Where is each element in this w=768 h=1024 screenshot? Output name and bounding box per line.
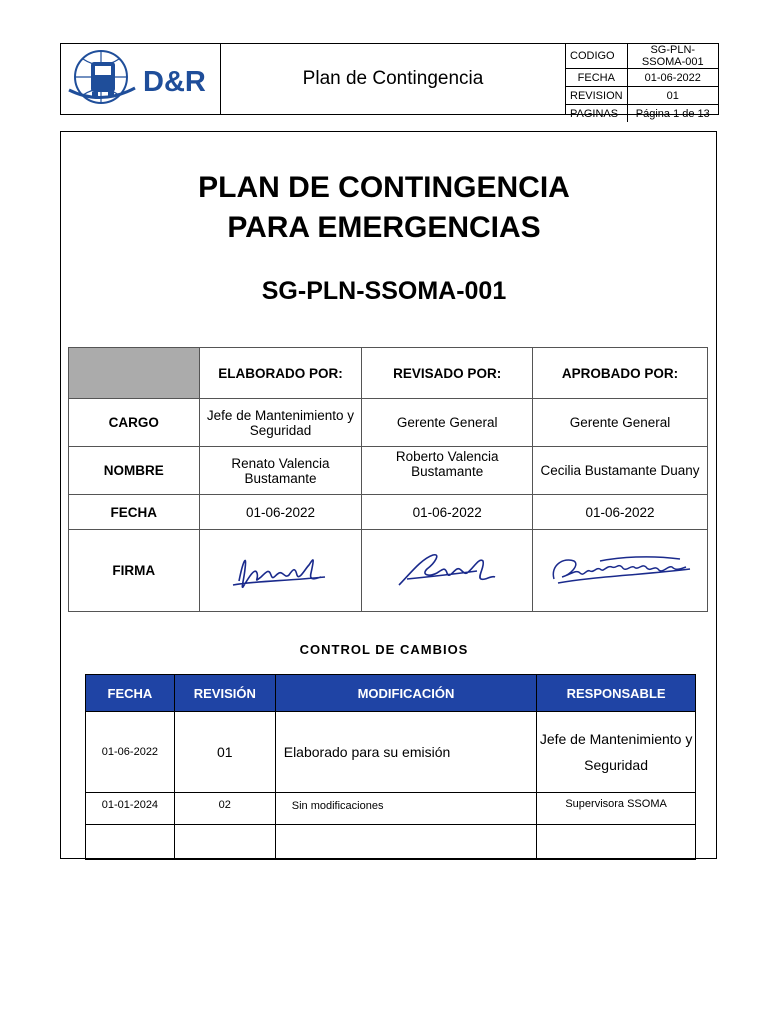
approval-header: ELABORADO POR: [199,348,362,399]
approval-cell: Jefe de Mantenimiento y Seguridad [199,399,362,447]
meta-row [566,44,718,69]
signature-1 [225,539,335,599]
title-line-2: PARA EMERGENCIAS [227,211,541,244]
empty-cell [86,825,175,860]
approval-cell: Gerente General [362,399,533,447]
header-title: Plan de Contingencia [221,44,566,114]
meta-row [566,87,718,105]
document-meta [566,44,718,120]
truck-globe-icon [61,44,221,114]
change-revision: 02 [174,793,275,825]
approval-cell: Renato Valencia Bustamante [199,447,362,495]
approval-row-label: NOMBRE [69,447,200,495]
approval-row [69,530,708,612]
meta-label: REVISION [566,87,627,105]
approval-cell: 01-06-2022 [362,495,533,530]
approval-corner-cell [69,348,200,399]
approval-cell: 01-06-2022 [533,495,708,530]
logo-text: D&R [143,66,206,98]
changes-header: MODIFICACIÓN [275,675,536,712]
meta-row [566,105,718,123]
meta-value: 01 [627,87,718,105]
meta-label: PAGINAS [566,105,627,123]
approval-row-label: FECHA [69,495,200,530]
approval-table [68,347,708,612]
signature-2 [387,539,507,599]
changes-header-row [86,675,696,712]
approval-row-label: FIRMA [69,530,200,612]
change-date: 01-01-2024 [86,793,175,825]
changes-row [86,793,696,825]
signature-cell [362,530,533,612]
changes-header: REVISIÓN [174,675,275,712]
changes-title: CONTROL DE CAMBIOS [299,642,469,657]
approval-row [69,399,708,447]
approval-row [69,447,708,495]
empty-cell [537,825,696,860]
approval-header: APROBADO POR: [533,348,708,399]
meta-value: 01-06-2022 [627,69,718,87]
document-code: SG-PLN-SSOMA-001 [261,277,507,305]
change-description: Sin modificaciones [275,793,536,825]
empty-cell [174,825,275,860]
change-revision: 01 [174,712,275,793]
meta-label: CODIGO [566,44,627,69]
change-date: 01-06-2022 [86,712,175,793]
changes-header: FECHA [86,675,175,712]
approval-cell: 01-06-2022 [199,495,362,530]
changes-header: RESPONSABLE [537,675,696,712]
empty-cell [275,825,536,860]
changes-table [85,674,696,860]
approval-header-row [69,348,708,399]
company-logo [61,44,221,114]
change-responsible: Jefe de Mantenimiento y Seguridad [537,712,696,793]
title-line-1: PLAN DE CONTINGENCIA [198,171,570,204]
approval-cell: Roberto Valencia Bustamante [362,447,533,495]
change-description: Elaborado para su emisión [275,712,536,793]
meta-value: Página 1 de 13 [635,107,710,120]
change-responsible: Supervisora SSOMA [537,793,696,825]
approval-cell: Gerente General [533,399,708,447]
meta-row [566,69,718,87]
approval-header: REVISADO POR: [362,348,533,399]
changes-row [86,712,696,793]
document-title [0,168,768,248]
approval-row-label: CARGO [69,399,200,447]
signature-cell [533,530,708,612]
approval-row [69,495,708,530]
approval-cell: Cecilia Bustamante Duany [533,447,708,495]
changes-row-empty [86,825,696,860]
meta-value: SG-PLN-SSOMA-001 [627,44,718,69]
signature-3 [540,539,700,599]
signature-cell [199,530,362,612]
meta-label: FECHA [566,69,627,87]
document-header [60,43,719,120]
